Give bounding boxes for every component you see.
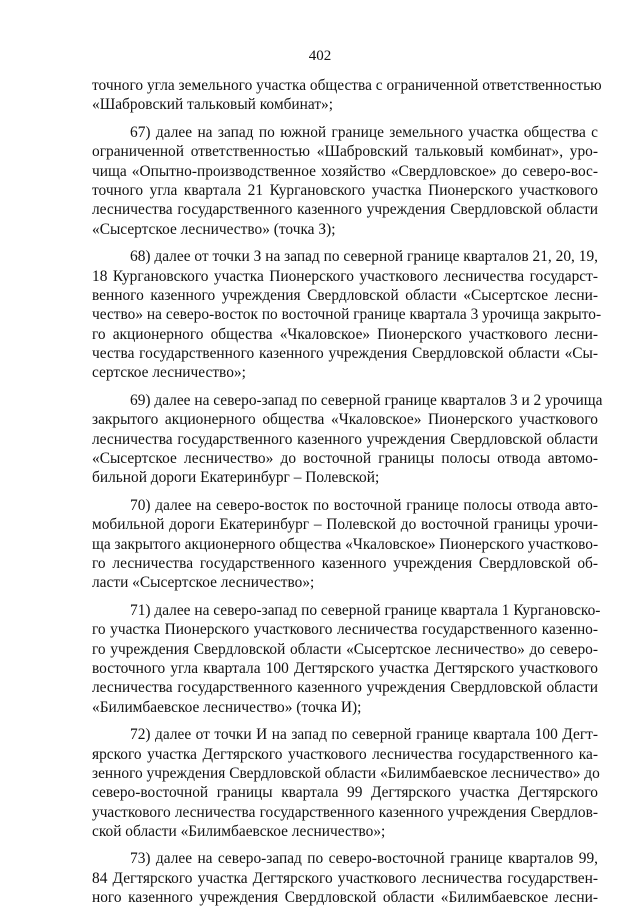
text-line: сертское лесничество»; bbox=[92, 364, 246, 382]
text-line: 69) далее на северо-запад по северной границе кварталов 3 и 2 урочища bbox=[130, 391, 603, 409]
text-line: 72) далее от точки И на запад по северной границе квартала 100 Дегт- bbox=[130, 726, 598, 744]
text-line: чища «Опытно-производственное хозяйство «Свердловское» до северо-вос- bbox=[92, 162, 598, 180]
text-line: го участка Пионерского участкового лесничества государственного казенно- bbox=[92, 621, 598, 639]
text-line: северо-восточной границы квартала 99 Дегтярского участка Дегтярского bbox=[92, 784, 598, 802]
text-line: венного казенного учреждения Свердловской области «Сысертское лесни- bbox=[92, 286, 598, 304]
text-line: чества государственного казенного учреждения Свердловской области «Сы- bbox=[92, 345, 598, 363]
text-line: «Шабровский тальковый комбинат»; bbox=[92, 96, 334, 114]
text-line: ской области «Билимбаевское лесничество»; bbox=[92, 823, 386, 841]
text-line: точного угла квартала 21 Кургановского участка Пионерского участкового bbox=[92, 181, 598, 199]
text-line: 70) далее на северо-восток по восточной границе полосы отвода авто- bbox=[130, 496, 598, 514]
text-line: точного угла земельного участка общества с ограниченной ответственностью bbox=[92, 77, 602, 94]
paragraph-72 bbox=[92, 725, 598, 841]
text-line: го учреждения Свердловской области «Сысертское лесничество» до северо- bbox=[92, 640, 598, 658]
text-line: ща закрытого акционерного общества «Чкаловское» Пионерского участково- bbox=[92, 535, 599, 553]
text-line: 84 Дегтярского участка Дегтярского участкового лесничества государствен- bbox=[92, 869, 598, 887]
text-line: «Сысертское лесничество» (точка З); bbox=[92, 220, 336, 238]
text-line: го акционерного общества «Чкаловское» Пионерского участкового лесни- bbox=[92, 325, 598, 343]
text-line: чество» на северо-восток по восточной границе квартала 3 урочища закрыто- bbox=[92, 306, 602, 324]
text-line: 73) далее на северо-запад по северо-восточной границе кварталов 99, bbox=[130, 850, 598, 868]
text-line: «Сысертское лесничество» до восточной границы полосы отвода автомо- bbox=[92, 450, 598, 468]
paragraph-69 bbox=[92, 391, 603, 488]
text-line: восточного угла квартала 100 Дегтярского участка Дегтярского участкового bbox=[92, 659, 598, 677]
text-line: ласти «Сысертское лесничество»; bbox=[92, 574, 315, 592]
text-line: «Билимбаевское лесничество» (точка И); bbox=[92, 698, 362, 716]
document-body bbox=[92, 76, 603, 908]
paragraph-continued bbox=[92, 76, 602, 115]
text-line: 68) далее от точки З на запад по северной границе кварталов 21, 20, 19, bbox=[130, 248, 598, 266]
text-line: закрытого акционерного общества «Чкаловское» Пионерского участкового bbox=[92, 411, 598, 429]
paragraph-70 bbox=[92, 496, 598, 593]
text-line: 67) далее на запад по южной границе земельного участка общества с bbox=[130, 123, 598, 141]
paragraph-67 bbox=[92, 123, 598, 239]
text-line: ного казенного учреждения Свердловской области «Билимбаевское лесни- bbox=[92, 889, 598, 907]
text-line: лесничества государственного казенного учреждения Свердловской области bbox=[92, 679, 598, 697]
text-line: 18 Кургановского участка Пионерского участкового лесничества государст- bbox=[92, 267, 598, 285]
text-line: ярского участка Дегтярского участкового лесничества государственного ка- bbox=[92, 745, 598, 763]
text-line: лесничества государственного казенного учреждения Свердловской области bbox=[92, 430, 598, 448]
text-line: мобильной дороги Екатеринбург – Полевской до восточной границы урочи- bbox=[92, 516, 598, 534]
text-line: бильной дороги Екатеринбург – Полевской; bbox=[92, 469, 380, 487]
page-number: 402 bbox=[308, 48, 332, 64]
text-line: ограниченной ответственностью «Шабровский тальковый комбинат», уро- bbox=[92, 143, 598, 161]
text-line: зенного учреждения Свердловской области «Билимбаевское лесничество» до bbox=[92, 764, 600, 782]
paragraph-71 bbox=[92, 601, 601, 717]
paragraph-73 bbox=[92, 849, 598, 907]
text-line: 71) далее на северо-запад по северной границе квартала 1 Кургановско- bbox=[130, 601, 601, 619]
text-line: участкового лесничества государственного казенного учреждения Свердлов- bbox=[92, 803, 598, 821]
text-line: го лесничества государственного казенного учреждения Свердловской об- bbox=[92, 554, 598, 572]
paragraph-68 bbox=[92, 247, 602, 383]
text-line: лесничества государственного казенного учреждения Свердловской области bbox=[92, 201, 598, 219]
